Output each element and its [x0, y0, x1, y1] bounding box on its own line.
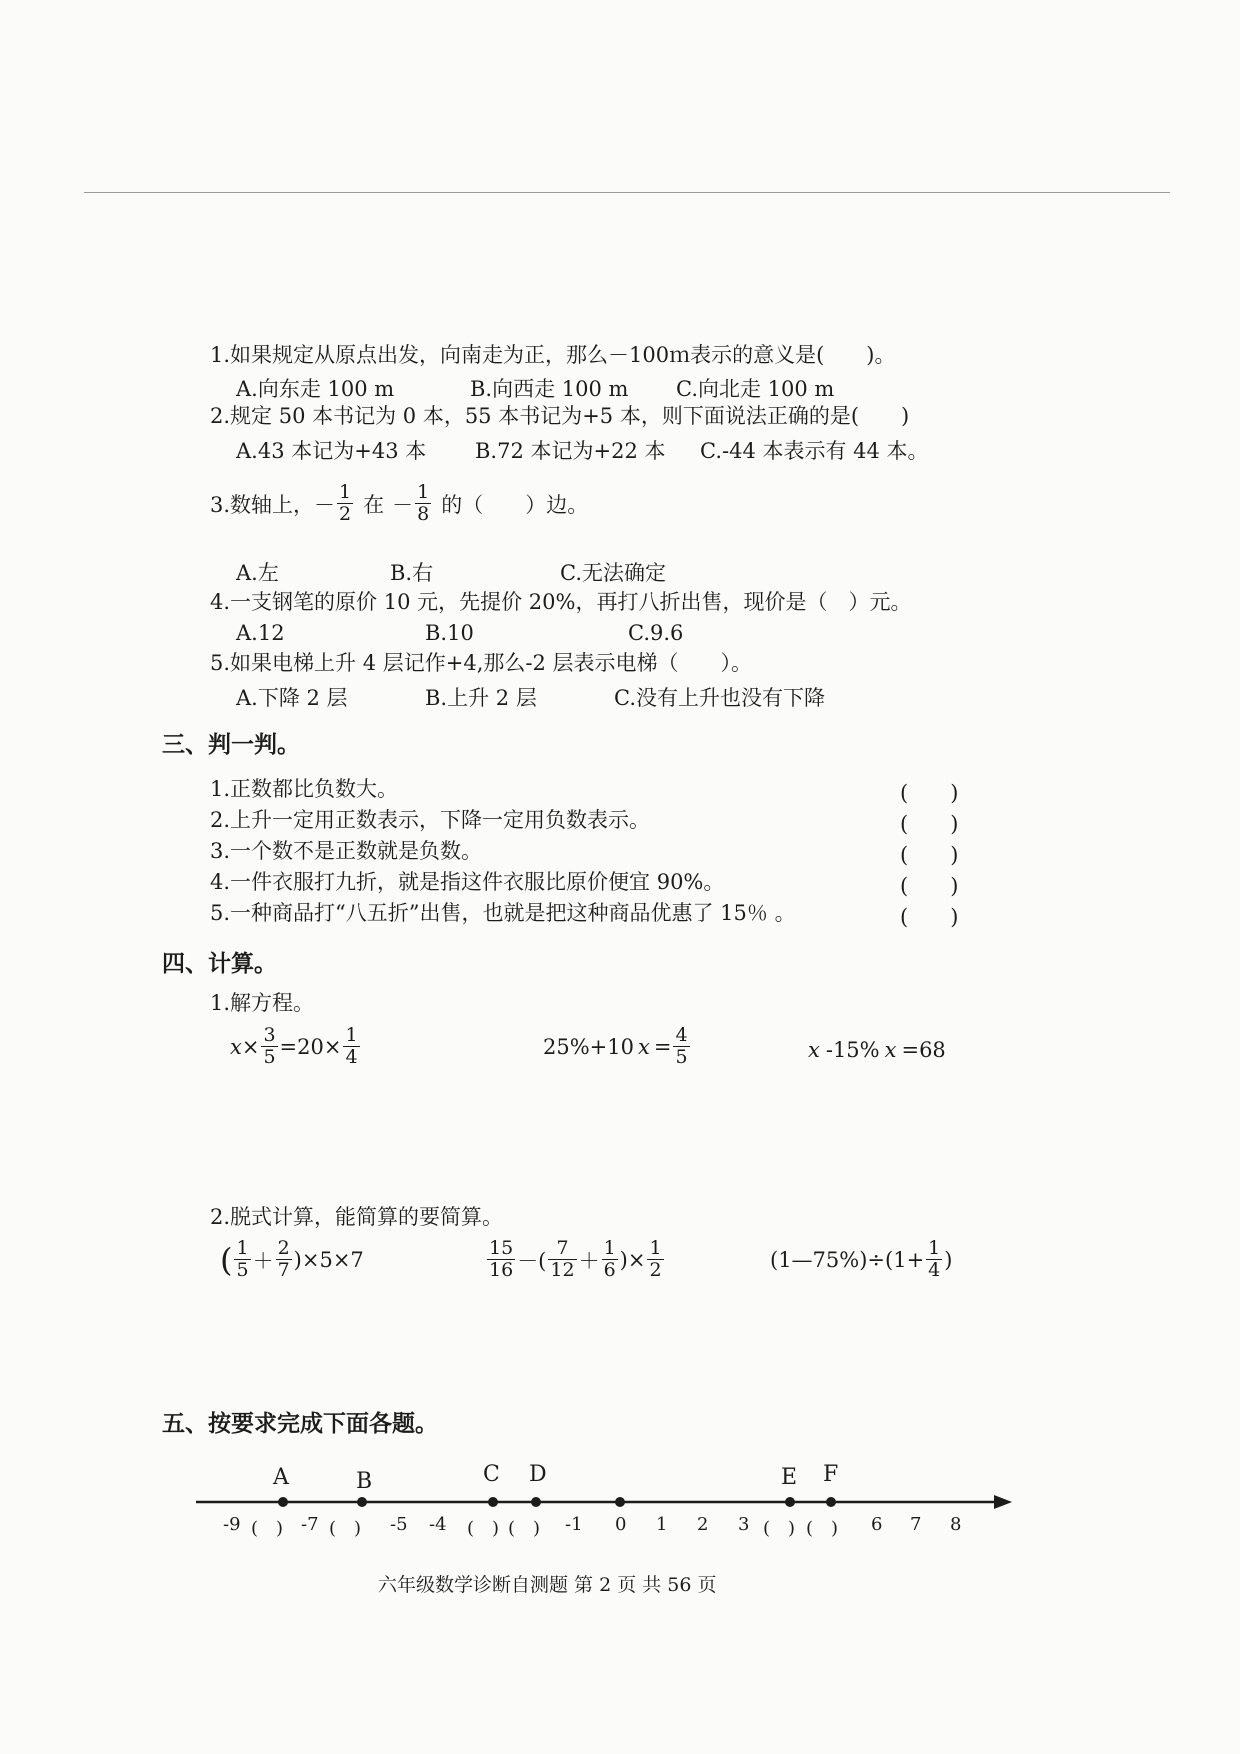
- tf-item-3: 3.一个数不是正数就是负数。: [210, 839, 483, 863]
- q5-option-b: B.上升 2 层: [425, 686, 537, 710]
- section3-title: 三、判一判。: [162, 732, 300, 758]
- q4-option-a: A.12: [236, 621, 285, 645]
- point-b-dot: [357, 1497, 367, 1507]
- tick-label: 8: [950, 1514, 962, 1535]
- point-label-f: F: [823, 1462, 839, 1487]
- tf-item-5: 5.一种商品打“八五折”出售，也就是把这种商品优惠了 15％ 。: [210, 901, 796, 925]
- point-c-dot: [488, 1497, 498, 1507]
- q3-option-b: B.右: [390, 561, 434, 585]
- tf-item-4: 4.一件衣服打九折，就是指这件衣服比原价便宜 90%。: [210, 870, 725, 894]
- tick-blank[interactable]: ( ): [508, 1518, 541, 1539]
- q1-stem: 1.如果规定从原点出发，向南走为正，那么－100ｍ表示的意义是( )。: [210, 343, 896, 367]
- q3-frac1-sign: －: [314, 492, 336, 517]
- tf-item-2: 2.上升一定用正数表示，下降一定用负数表示。: [210, 808, 651, 832]
- point-e-dot: [785, 1497, 795, 1507]
- point-label-b: B: [356, 1469, 373, 1494]
- page-footer: 六年级数学诊断自测题 第 2 页 共 56 页: [378, 1574, 717, 1596]
- q3-option-c: C.无法确定: [560, 561, 666, 585]
- tick-label: 2: [697, 1514, 709, 1535]
- point-d-dot: [531, 1497, 541, 1507]
- equation-2: 25%+10 x = $\frac{4}{5}$: [543, 1024, 688, 1069]
- tick-blank[interactable]: ( ): [251, 1518, 284, 1539]
- q3-prefix: 3.数轴上，: [210, 492, 315, 517]
- tick-label: -4: [429, 1514, 447, 1535]
- point-label-e: E: [781, 1465, 798, 1490]
- q3-fraction-1: $\frac{1}{2}$: [339, 481, 352, 526]
- tf-answer-5[interactable]: ( ): [900, 905, 959, 929]
- tf-answer-3[interactable]: ( ): [900, 843, 959, 867]
- point-label-c: C: [483, 1462, 500, 1487]
- q1-option-c: C.向北走 100 m: [676, 377, 835, 401]
- tick-label: 6: [871, 1514, 883, 1535]
- q1-option-a: A.向东走 100 m: [236, 377, 395, 401]
- q5-stem: 5.如果电梯上升 4 层记作+4,那么-2 层表示电梯（ ）。: [210, 651, 753, 675]
- q4-stem: 4.一支钢笔的原价 10 元，先提价 20%，再打八折出售，现价是（ ）元。: [210, 590, 912, 614]
- point-zero-dot: [615, 1497, 625, 1507]
- tf-item-1: 1.正数都比负数大。: [210, 777, 399, 801]
- number-line-arrow-icon: [994, 1495, 1012, 1509]
- sub-solve-equations: 1.解方程。: [210, 991, 315, 1015]
- point-f-dot: [826, 1497, 836, 1507]
- tick-blank[interactable]: ( ): [467, 1518, 500, 1539]
- point-label-d: D: [529, 1462, 547, 1487]
- equation-1: x × $\frac{3}{5}$ =20× $\frac{1}{4}$: [230, 1024, 358, 1069]
- expression-2: $\frac{15}{16}$ －( $\frac{7}{12}$ ＋ $\frac{1}{6}$ )× $\frac{1}{2}$: [489, 1237, 662, 1282]
- q5-option-a: A.下降 2 层: [236, 686, 348, 710]
- tick-blank[interactable]: ( ): [329, 1518, 362, 1539]
- tick-label: -1: [565, 1514, 583, 1535]
- tick-label: -9: [223, 1514, 241, 1535]
- q2-option-b: B.72 本记为+22 本: [475, 439, 666, 463]
- tick-blank[interactable]: ( ): [806, 1518, 839, 1539]
- q5-option-c: C.没有上升也没有下降: [614, 686, 825, 710]
- q2-stem: 2.规定 50 本书记为 0 本，55 本书记为+5 本，则下面说法正确的是( ): [210, 404, 910, 428]
- tick-label: 7: [910, 1514, 922, 1535]
- q3-option-a: A.左: [236, 561, 279, 585]
- tick-label: 1: [656, 1514, 668, 1535]
- equation-3: x -15% x =68: [808, 1038, 946, 1062]
- q3-frac2-sign: －: [392, 492, 414, 517]
- section5-title: 五、按要求完成下面各题。: [162, 1411, 438, 1437]
- point-a-dot: [278, 1497, 288, 1507]
- sub-stepwise-calc: 2.脱式计算，能简算的要简算。: [210, 1205, 504, 1229]
- tick-label: -5: [390, 1514, 408, 1535]
- q3-suffix: 的（ ）边。: [441, 492, 589, 517]
- expression-1: ( $\frac{1}{5}$ ＋ $\frac{2}{7}$ )×5×7: [220, 1237, 364, 1282]
- tick-blank[interactable]: ( ): [763, 1518, 796, 1539]
- tf-answer-2[interactable]: ( ): [900, 812, 959, 836]
- tf-answer-4[interactable]: ( ): [900, 874, 959, 898]
- q4-option-c: C.9.6: [628, 621, 684, 645]
- q2-option-a: A.43 本记为+43 本: [236, 439, 427, 463]
- point-label-a: A: [273, 1465, 289, 1490]
- tick-label: -7: [301, 1514, 319, 1535]
- section4-title: 四、计算。: [162, 951, 277, 977]
- q4-option-b: B.10: [425, 621, 474, 645]
- tick-label: 0: [615, 1514, 627, 1535]
- q1-option-b: B.向西走 100 m: [470, 377, 629, 401]
- expression-3: (1—75%)÷(1+ $\frac{1}{4}$ ): [770, 1237, 953, 1282]
- q3-fraction-2: $\frac{1}{8}$: [417, 481, 430, 526]
- tick-label: 3: [738, 1514, 750, 1535]
- q3-mid: 在: [363, 492, 385, 517]
- tf-answer-1[interactable]: ( ): [900, 781, 959, 805]
- q2-option-c: C.-44 本表示有 44 本。: [700, 439, 929, 463]
